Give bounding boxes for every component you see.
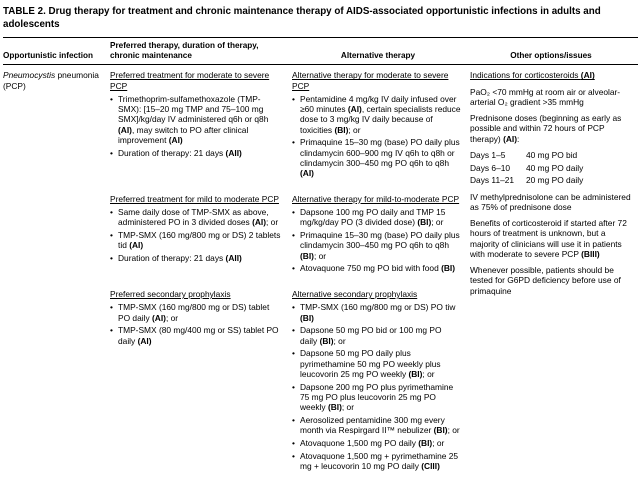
bullet-icon: •	[292, 207, 295, 218]
bullet-icon: •	[292, 381, 295, 392]
bullet-icon: •	[110, 325, 113, 336]
section-heading: Preferred secondary prophylaxis	[110, 289, 231, 300]
therapy-section	[110, 289, 292, 474]
section-heading: Alternative therapy for moderate to severe PCP	[292, 70, 449, 91]
bullet-text: Atovaquone 750 mg PO bid with food (BI)	[300, 263, 456, 274]
bullet-icon: •	[292, 302, 295, 313]
paragraph: Benefits of corticosteroid if started after 72 hours of treatment is unknown, but a majority of clinicians will use it in patients with moderate to severe PCP (BIII)	[470, 218, 627, 259]
bullet-item	[292, 263, 461, 273]
bullet-text: TMP-SMX (160 mg/800 mg or DS) tablet PO daily (AI); or	[118, 302, 270, 323]
table-header-row	[3, 37, 638, 66]
paragraph: PaO₂ <70 mmHg at room air or alveolar-arterial O₂ gradient >35 mmHg	[470, 86, 621, 107]
bullet-text: Atovaquone 1,500 mg PO daily (BI); or	[300, 437, 445, 448]
bullet-item	[292, 230, 461, 261]
bullet-icon: •	[292, 414, 295, 425]
bullet-text: Dapsone 50 mg PO bid or 100 mg PO daily (BI); or	[300, 325, 442, 346]
table-body	[3, 65, 638, 473]
dose-label: Days 11–21	[470, 175, 515, 186]
bullet-item	[110, 148, 283, 158]
therapy-section	[110, 194, 292, 276]
bullet-item	[292, 94, 461, 135]
bullet-text: TMP-SMX (160 mg/800 mg or DS) 2 tablets tid (AI)	[118, 230, 281, 251]
bullet-icon: •	[292, 325, 295, 336]
paragraph: Whenever possible, patients should be tested for G6PD deficiency before use of primaquine	[470, 265, 621, 296]
bullet-text: Same daily dose of TMP-SMX as above, administered PO in 3 divided doses (AI); or	[118, 207, 279, 228]
bullet-item	[292, 348, 461, 379]
bullet-icon: •	[110, 253, 113, 264]
bullet-item	[292, 302, 461, 323]
dose-row	[470, 150, 636, 160]
section-heading: Preferred treatment for mild to moderate PCP	[110, 193, 279, 204]
infection-species: pneumonia	[55, 70, 99, 81]
bullet-item	[110, 207, 283, 228]
bullet-item	[292, 207, 461, 228]
bullet-item	[110, 230, 283, 251]
other-options-cell	[470, 70, 638, 473]
bullet-item	[292, 382, 461, 413]
infection-genus: Pneumocystis	[3, 70, 56, 81]
dose-label: Days 1–5	[470, 149, 506, 160]
bullet-icon: •	[292, 437, 295, 448]
paragraph: IV methylprednisolone can be administered as 75% of prednisone dose	[470, 191, 631, 212]
bullet-icon: •	[292, 450, 295, 461]
dose-row	[470, 163, 636, 173]
bullet-icon: •	[292, 93, 295, 104]
bullet-icon: •	[110, 302, 113, 313]
bullet-text: Dapsone 100 mg PO daily and TMP 15 mg/kg/day PO (3 divided dose) (BI); or	[300, 207, 446, 228]
bullet-icon: •	[292, 230, 295, 241]
bullet-icon: •	[292, 348, 295, 359]
bullet-text: Duration of therapy: 21 days (AII)	[118, 147, 242, 158]
dose-row	[470, 175, 636, 185]
column-header-infection: Opportunistic infection	[3, 51, 94, 61]
column-header-alternative: Alternative therapy	[340, 51, 416, 61]
table-title: TABLE 2. Drug therapy for treatment and chronic maintenance therapy of AIDS-associated opportunistic infections in adults and adolescents	[3, 6, 601, 30]
bullet-item	[110, 302, 283, 323]
bullet-text: Primaquine 15–30 mg (base) PO daily plus clindamycin 600–900 mg IV q6h to q8h or clindamycin 300–450 mg PO q6h to q8h (AI)	[300, 137, 460, 179]
infection-abbr: (PCP)	[3, 80, 26, 91]
section-heading: Preferred treatment for moderate to severe PCP	[110, 70, 270, 91]
bullet-text: Primaquine 15–30 mg (base) PO daily plus clindamycin 300–450 mg PO q6h to q8h (BI); or	[300, 230, 460, 261]
bullet-icon: •	[292, 137, 295, 148]
section-heading: Alternative secondary prophylaxis	[292, 289, 418, 300]
bullet-text: Atovaquone 1,500 mg + pyrimethamine 25 mg + leucovorin 10 mg PO daily (CIII)	[300, 450, 459, 471]
therapy-section	[292, 70, 470, 181]
bullet-item	[110, 325, 283, 346]
dose-label: Days 6–10	[470, 162, 511, 173]
dose-value: 20 mg PO daily	[526, 175, 584, 186]
bullet-item	[292, 451, 461, 472]
therapy-section	[292, 289, 470, 474]
infection-name	[3, 70, 105, 80]
bullet-text: Duration of therapy: 21 days (AII)	[118, 253, 242, 264]
bullet-text: Dapsone 200 mg PO plus pyrimethamine 75 mg PO plus leucovorin 25 mg PO weekly (BI); or	[300, 381, 454, 413]
column-header-other: Other options/issues	[510, 51, 592, 61]
bullet-text: Dapsone 50 mg PO daily plus pyrimethamine 50 mg PO weekly plus leucovorin 25 mg PO weekly (BI); or	[300, 348, 441, 379]
dose-value: 40 mg PO daily	[526, 162, 584, 173]
therapy-section	[110, 70, 292, 181]
bullet-item	[292, 415, 461, 436]
bullet-item	[110, 253, 283, 263]
section-heading: Indications for corticosteroids (AI)	[470, 70, 595, 81]
bullet-text: Aerosolized pentamidine 300 mg every month via Respirgard II™ nebulizer (BI); or	[300, 414, 460, 436]
bullet-text: TMP-SMX (80 mg/400 mg or SS) tablet PO daily (AI)	[118, 325, 279, 346]
section-heading: Alternative therapy for mild-to-moderate PCP	[292, 193, 460, 204]
dose-value: 40 mg PO bid	[526, 149, 578, 160]
bullet-item	[110, 94, 283, 145]
bullet-icon: •	[110, 93, 113, 104]
paragraph: Prednisone doses (beginning as early as possible and within 72 hours of PCP therapy) (AI):	[470, 113, 622, 144]
bullet-text: Trimethoprim-sulfamethoxazole (TMP-SMX): [15–20 mg TMP and 75–100 mg SMX]/kg/day IV administered q6h or q8h (AI), may switch to PO after clinical improvement (AI)	[118, 93, 269, 145]
bullet-item	[292, 438, 461, 448]
bullet-item	[292, 325, 461, 346]
bullet-icon: •	[292, 263, 295, 274]
bullet-icon: •	[110, 207, 113, 218]
bullet-icon: •	[110, 147, 113, 158]
infection-cell	[3, 70, 110, 473]
bullet-icon: •	[110, 230, 113, 241]
bullet-text: Pentamidine 4 mg/kg IV daily infused over ≥60 minutes (AI), certain specialists reduce dose to 3 mg/kg IV daily because of toxicities (BI); or	[300, 93, 461, 135]
bullet-item	[292, 137, 461, 178]
therapy-section	[292, 194, 470, 276]
column-header-preferred: Preferred therapy, duration of therapy, chronic maintenance	[110, 40, 259, 61]
bullet-text: TMP-SMX (160 mg/800 mg or DS) PO tiw (BI)	[300, 302, 456, 323]
